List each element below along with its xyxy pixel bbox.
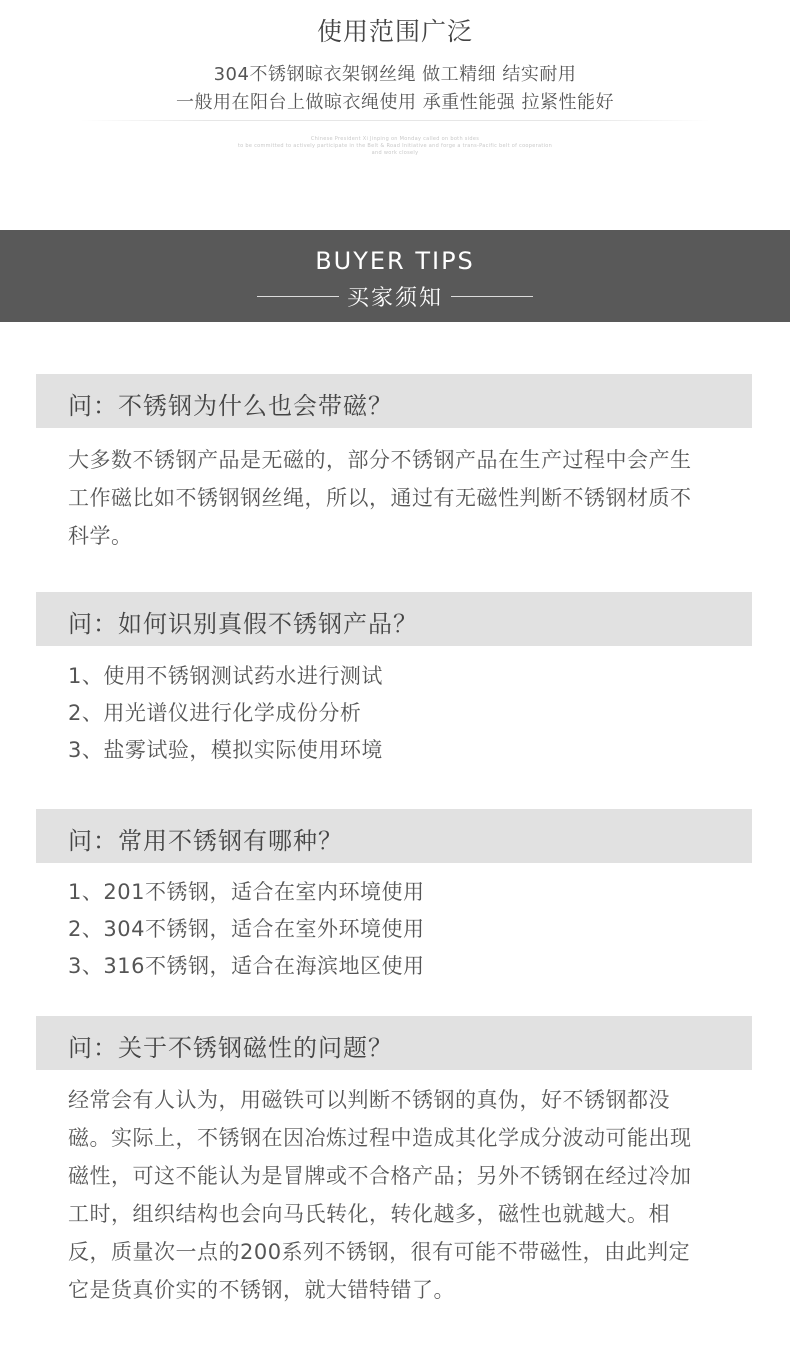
intro-title: 使用范围广泛 [316, 17, 473, 46]
banner-rule-left [257, 296, 339, 297]
list-item: 3、316不锈钢，适合在海滨地区使用 [68, 954, 425, 978]
question-bar [36, 809, 752, 863]
intro-fine-print-3: and work closely [371, 150, 419, 156]
question-text: 问：关于不锈钢磁性的问题？ [68, 1034, 393, 1062]
banner-title-cn: 买家须知 [346, 285, 443, 311]
banner-rule-right [451, 296, 533, 297]
answer [68, 441, 708, 555]
answer-paragraph: 大多数不锈钢产品是无磁的，部分不锈钢产品在生产过程中会产生工作磁比如不锈钢钢丝绳，所以，通过有无磁性判断不锈钢材质不科学。 [68, 448, 692, 548]
question-text: 问：如何识别真假不锈钢产品？ [68, 610, 418, 638]
question-text: 问：不锈钢为什么也会带磁？ [68, 392, 393, 420]
intro-section [0, 0, 790, 230]
intro-line-1: 304不锈钢晾衣架钢丝绳 做工精细 结实耐用 [213, 64, 577, 85]
list-item: 1、201不锈钢，适合在室内环境使用 [68, 880, 425, 904]
question-bar [36, 374, 752, 428]
answer [68, 874, 708, 985]
answer [68, 658, 708, 769]
intro-divider [80, 120, 710, 121]
answer-paragraph: 经常会有人认为，用磁铁可以判断不锈钢的真伪，好不锈钢都没磁。实际上，不锈钢在因冶炼过程中造成其化学成分波动可能出现磁性，可这不能认为是冒牌或不合格产品；另外不锈钢在经过冷加工时，组织结构也会向马氏转化，转化越多，磁性也就越大。相反，质量次一点的200系列不锈钢，很有可能不带磁性，由此判定它是货真价实的不锈钢，就大错特错了。 [68, 1088, 692, 1302]
banner-subtitle-row [0, 280, 790, 312]
list-item: 3、盐雾试验，模拟实际使用环境 [68, 738, 383, 762]
answer-list [68, 874, 708, 985]
answer [68, 1081, 708, 1309]
intro-line-2: 一般用在阳台上做晾衣绳使用 承重性能强 拉紧性能好 [176, 92, 614, 113]
list-item: 2、304不锈钢，适合在室外环境使用 [68, 917, 425, 941]
list-item: 1、使用不锈钢测试药水进行测试 [68, 664, 383, 688]
buyer-tips-banner [0, 230, 790, 322]
question-text: 问：常用不锈钢有哪种？ [68, 827, 343, 855]
intro-fine-print-2: to be committed to actively participate in the Belt & Road Initiative and forge a trans-Pacific belt of cooperation [237, 143, 553, 149]
intro-fine-print-1: Chinese President Xi Jinping on Monday called on both sides [310, 136, 480, 142]
question-bar [36, 1016, 752, 1070]
banner-title-en: BUYER TIPS [315, 247, 475, 275]
question-bar [36, 592, 752, 646]
list-item: 2、用光谱仪进行化学成份分析 [68, 701, 362, 725]
answer-list [68, 658, 708, 769]
